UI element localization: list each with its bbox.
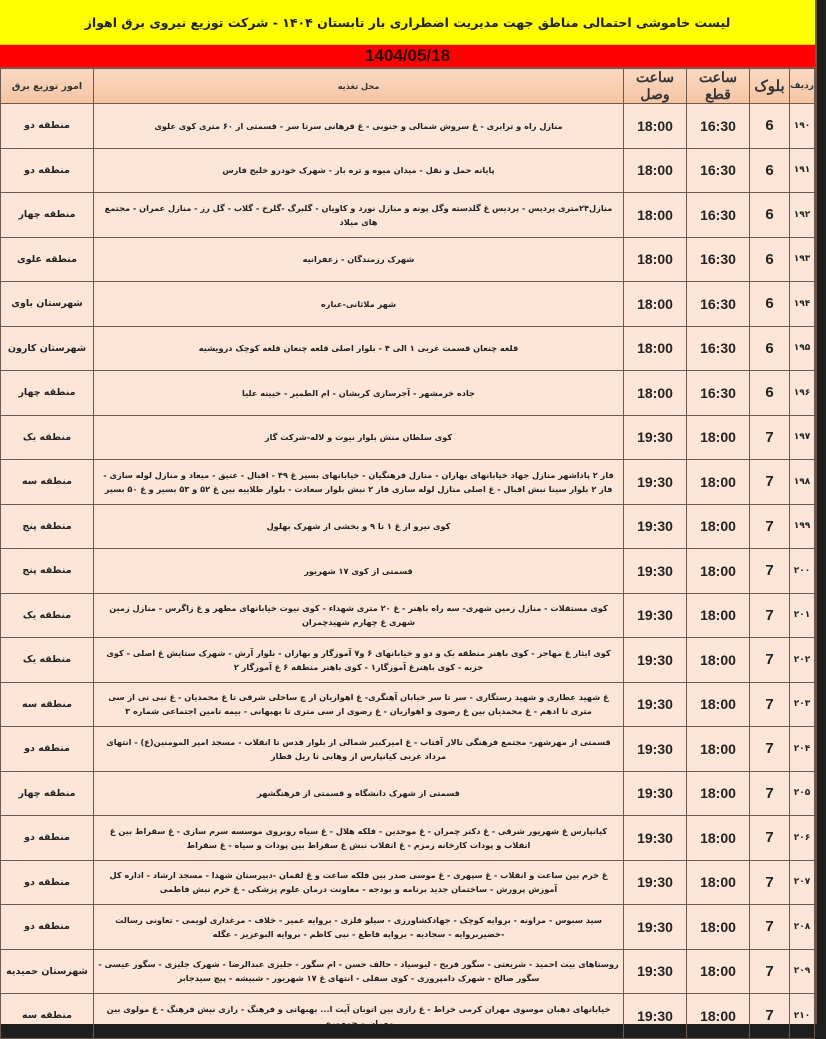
row-number: ۲۰۷ [790, 860, 815, 905]
feed-location: غ خرم بین ساعت و انقلاب - غ سپهری - غ موسی صدر بین فلکه ساعت و غ لقمان -دبیرستان شهدا - مسجد ارشاد - اداره کل آموزش پرورش - ساختمان جدید برنامه و بودجه - معاونت درمان علوم پزشکی - غ خرم نبش فاطمی [94, 860, 624, 905]
row-number: ۲۰۶ [790, 816, 815, 861]
block-number: 6 [750, 282, 790, 327]
distribution-district: منطقه پنج [1, 549, 94, 594]
distribution-district: شهرستان باوی [1, 282, 94, 327]
row-number: ۲۰۹ [790, 949, 815, 994]
outage-table [0, 68, 815, 1039]
connect-time: 19:30 [624, 994, 687, 1039]
feed-location: غ شهید عطاری و شهید رستگاری - سر تا سر خیابان آهنگری- غ اهوازیان از چ ساحلی شرقی تا غ محمدیان - غ نبی نی از سی متری تا ادهم - غ محمدیان بین غ رضوی و اهوازیان - غ رضوی از سی متری تا بهبهانی - بیمه تامین اجتماعی شماره ۳ [94, 682, 624, 727]
block-number: 7 [750, 682, 790, 727]
distribution-district: منطقه پنج [1, 504, 94, 549]
block-number: 6 [750, 371, 790, 416]
cut-time: 16:30 [687, 104, 750, 149]
connect-time: 19:30 [624, 415, 687, 460]
table-row [1, 460, 815, 505]
distribution-district: منطقه علوی [1, 237, 94, 282]
table-row [1, 905, 815, 950]
block-number: 7 [750, 771, 790, 816]
connect-time: 18:00 [624, 237, 687, 282]
cut-time: 18:00 [687, 860, 750, 905]
distribution-district: منطقه دو [1, 816, 94, 861]
table-row [1, 415, 815, 460]
distribution-district: منطقه چهار [1, 371, 94, 416]
table-row [1, 638, 815, 683]
distribution-district: منطقه چهار [1, 193, 94, 238]
table-row [1, 860, 815, 905]
connect-time: 19:30 [624, 549, 687, 594]
distribution-district: منطقه دو [1, 860, 94, 905]
feed-location: شهرک رزمندگان - زعفرانیه [94, 237, 624, 282]
connect-time: 19:30 [624, 905, 687, 950]
table-row [1, 949, 815, 994]
table-row [1, 504, 815, 549]
connect-time: 19:30 [624, 504, 687, 549]
cut-time: 18:00 [687, 638, 750, 683]
connect-time: 19:30 [624, 593, 687, 638]
table-row [1, 282, 815, 327]
feed-location: روستاهای بیت احمید - شریعتی - سگور فریح - لیوسیاد - حالف حسن - ام سگور - جلیزی عبدالرضا - شهرک جلیزی - سگور عیسی - سگور صالح - شهرک دامپروری - کوی سفلی - انتهای غ ۱۷ شهریور - شبیشه - پیچ سیدجابر [94, 949, 624, 994]
feed-location: خیابانهای دهبان موسوی مهران کرمی خراط - غ رازی بین اتوبان آیت ا... بهبهانی و فرهنگ - رازی نبش فرهنگ - غ مولوی بین مهران و جمهوری [94, 994, 624, 1039]
block-number: 7 [750, 860, 790, 905]
feed-location: سید سبوس - مراونه - بروایه کوچک - جهادکشاورزی - سیلو فلزی - بروایه عمیر - خلاف - مرغداری لویمی - تعاونی رسالت -خضیربروایه - سجادیه - بروایه قاطع - نبی کاظم - بروایه البوعزیز - عگله [94, 905, 624, 950]
feed-location: شهر ملاثانی-عباره [94, 282, 624, 327]
table-row [1, 148, 815, 193]
row-number: ۲۱۰ [790, 994, 815, 1039]
connect-time: 19:30 [624, 816, 687, 861]
connect-time: 18:00 [624, 371, 687, 416]
connect-time: 19:30 [624, 682, 687, 727]
feed-location: قسمتی از کوی ۱۷ شهریور [94, 549, 624, 594]
distribution-district: شهرستان کارون [1, 326, 94, 371]
block-number: 6 [750, 104, 790, 149]
connect-time: 18:00 [624, 104, 687, 149]
cut-time: 18:00 [687, 905, 750, 950]
table-row [1, 771, 815, 816]
cut-time: 18:00 [687, 727, 750, 772]
distribution-district: منطقه دو [1, 905, 94, 950]
cut-time: 18:00 [687, 682, 750, 727]
feed-location: کیانپارس غ شهریور شرقی - غ دکتر چمران - غ موحدین - فلکه هلال - غ سیاه روبروی موسسه سرم سازی - غ سقراط بین غ انقلاب و پودات کارخانه زمزم - غ انقلاب نبش غ سقراط بین پودات و سیاه - غ سقراط [94, 816, 624, 861]
block-number: 7 [750, 638, 790, 683]
row-number: ۱۹۲ [790, 193, 815, 238]
distribution-district: منطقه یک [1, 415, 94, 460]
distribution-district: شهرستان حمیدیه [1, 949, 94, 994]
block-number: 7 [750, 816, 790, 861]
col-header-cut-time: ساعت قطع [687, 69, 750, 104]
block-number: 6 [750, 326, 790, 371]
row-number: ۲۰۴ [790, 727, 815, 772]
cut-time: 18:00 [687, 415, 750, 460]
feed-location: قلعه چنعان قسمت غربی ۱ الی ۴ - بلوار اصلی قلعه چنعان قلعه کوچک درویشیه [94, 326, 624, 371]
row-number: ۲۰۱ [790, 593, 815, 638]
col-header-location: محل تغذیه [94, 69, 624, 104]
block-number: 6 [750, 148, 790, 193]
block-number: 6 [750, 193, 790, 238]
distribution-district: منطقه یک [1, 638, 94, 683]
table-row [1, 326, 815, 371]
row-number: ۱۹۸ [790, 460, 815, 505]
connect-time: 19:30 [624, 860, 687, 905]
row-number: ۱۹۵ [790, 326, 815, 371]
row-number: ۱۹۰ [790, 104, 815, 149]
cut-time: 16:30 [687, 148, 750, 193]
row-number: ۱۹۹ [790, 504, 815, 549]
block-number: 7 [750, 727, 790, 772]
cut-time: 18:00 [687, 949, 750, 994]
table-row [1, 994, 815, 1039]
block-number: 7 [750, 549, 790, 594]
table-row [1, 727, 815, 772]
distribution-district: منطقه چهار [1, 771, 94, 816]
block-number: 6 [750, 237, 790, 282]
cut-time: 16:30 [687, 326, 750, 371]
block-number: 7 [750, 905, 790, 950]
cut-time: 16:30 [687, 193, 750, 238]
feed-location: کوی مستقلات - منازل زمین شهری- سه راه باهنر - غ ۲۰ متری شهداء - کوی نیوت خیابانهای مطهر و غ زاگرس - منازل زمین شهری غ چهارم شهیدچمران [94, 593, 624, 638]
table-row [1, 237, 815, 282]
table-row [1, 816, 815, 861]
page-title: لیست خاموشی احتمالی مناطق جهت مدیریت اضطراری بار تابستان ۱۴۰۴ - شرکت توزیع نیروی برق اهواز [0, 0, 815, 45]
connect-time: 18:00 [624, 282, 687, 327]
row-number: ۱۹۱ [790, 148, 815, 193]
feed-location: قسمتی از شهرک دانشگاه و قسمتی از فرهنگشهر [94, 771, 624, 816]
table-row [1, 104, 815, 149]
row-number: ۲۰۸ [790, 905, 815, 950]
row-number: ۲۰۳ [790, 682, 815, 727]
distribution-district: منطقه دو [1, 104, 94, 149]
row-number: ۲۰۵ [790, 771, 815, 816]
feed-location: منازل راه و ترابری - غ سروش شمالی و جنوبی - غ فرهانی سرتا سر - قسمتی از ۶۰ متری کوی علوی [94, 104, 624, 149]
table-row [1, 593, 815, 638]
block-number: 7 [750, 504, 790, 549]
feed-location: فاز ۲ پاداشهر منازل جهاد خیابانهای بهاران - منازل فرهنگیان - خیابانهای بسیر غ ۴۹ - اقبال - عتیق - میعاد و منازل لوله سازی - فاز ۲ بلوار سینا نبش اقبال - غ اصلی منازل لوله سازی فاز ۲ نبش بلوار سعادت - بلوار طلاییه بین غ ۵۲ و ۵۳ بسیر و غ ۵۰ بسیر [94, 460, 624, 505]
table-body [1, 104, 815, 1039]
feed-location: قسمتی از مهرشهر- مجتمع فرهنگی تالار آفتاب - غ امیرکبیر شمالی از بلوار قدس تا انقلاب - مسجد امیر المومنین(ع) - انتهای مرداد غربی کیانپارس از وهابی تا ریل قطار [94, 727, 624, 772]
feed-location: پایانه حمل و نقل - میدان میوه و تره بار - شهرک خودرو خلیج فارس [94, 148, 624, 193]
block-number: 7 [750, 415, 790, 460]
connect-time: 19:30 [624, 460, 687, 505]
table-header-row [1, 69, 815, 104]
feed-location: منازل۲۴متری پردیس - پردیس غ گلدسته وگل پونه و منازل نورد و کاویان - گلبرگ -گلرخ - گلاب - گل رز - منازل عمران - مجتمع های میلاد [94, 193, 624, 238]
connect-time: 18:00 [624, 193, 687, 238]
block-number: 7 [750, 460, 790, 505]
feed-location: کوی ایثار غ مهاجر - کوی باهنر منطقه یک و دو و خیابانهای ۶ و۷ آموزگار و بهاران - بلوار آرش - شهرک ستایش غ اصلی - کوی حزبه - کوی باهنرغ آموزگار۱ - کوی باهنر منطقه ۶ غ آموزگار ۲ [94, 638, 624, 683]
row-number: ۱۹۶ [790, 371, 815, 416]
row-number: ۱۹۷ [790, 415, 815, 460]
connect-time: 19:30 [624, 638, 687, 683]
distribution-district: منطقه سه [1, 460, 94, 505]
feed-location: جاده خرمشهر - آجرسازی کریشان - ام الطمیر - خیینه علیا [94, 371, 624, 416]
col-header-block: بلوک [750, 69, 790, 104]
row-number: ۱۹۳ [790, 237, 815, 282]
table-row [1, 682, 815, 727]
cut-time: 16:30 [687, 371, 750, 416]
feed-location: کوی سلطان منش بلوار نیوت و لاله-شرکت گاز [94, 415, 624, 460]
cut-time: 18:00 [687, 504, 750, 549]
row-number: ۲۰۲ [790, 638, 815, 683]
distribution-district: منطقه یک [1, 593, 94, 638]
connect-time: 19:30 [624, 771, 687, 816]
cut-time: 18:00 [687, 816, 750, 861]
cut-time: 18:00 [687, 771, 750, 816]
cut-time: 18:00 [687, 593, 750, 638]
row-number: ۱۹۴ [790, 282, 815, 327]
connect-time: 19:30 [624, 949, 687, 994]
block-number: 7 [750, 593, 790, 638]
cut-time: 18:00 [687, 549, 750, 594]
connect-time: 18:00 [624, 326, 687, 371]
distribution-district: منطقه دو [1, 148, 94, 193]
distribution-district: منطقه سه [1, 994, 94, 1039]
col-header-row-no: ردیف [790, 69, 815, 104]
block-number: 7 [750, 994, 790, 1039]
connect-time: 19:30 [624, 727, 687, 772]
block-number: 7 [750, 949, 790, 994]
table-row [1, 371, 815, 416]
table-row [1, 549, 815, 594]
table-row [1, 193, 815, 238]
row-number: ۲۰۰ [790, 549, 815, 594]
schedule-date: 1404/05/18 [0, 45, 815, 68]
connect-time: 18:00 [624, 148, 687, 193]
col-header-district: امور توزیع برق [1, 69, 94, 104]
cut-time: 16:30 [687, 237, 750, 282]
cut-time: 18:00 [687, 460, 750, 505]
cut-time: 18:00 [687, 994, 750, 1039]
cut-time: 16:30 [687, 282, 750, 327]
feed-location: کوی نیرو از غ ۱ تا ۹ و بخشی از شهرک بهلول [94, 504, 624, 549]
distribution-district: منطقه دو [1, 727, 94, 772]
col-header-connect-time: ساعت وصل [624, 69, 687, 104]
distribution-district: منطقه سه [1, 682, 94, 727]
